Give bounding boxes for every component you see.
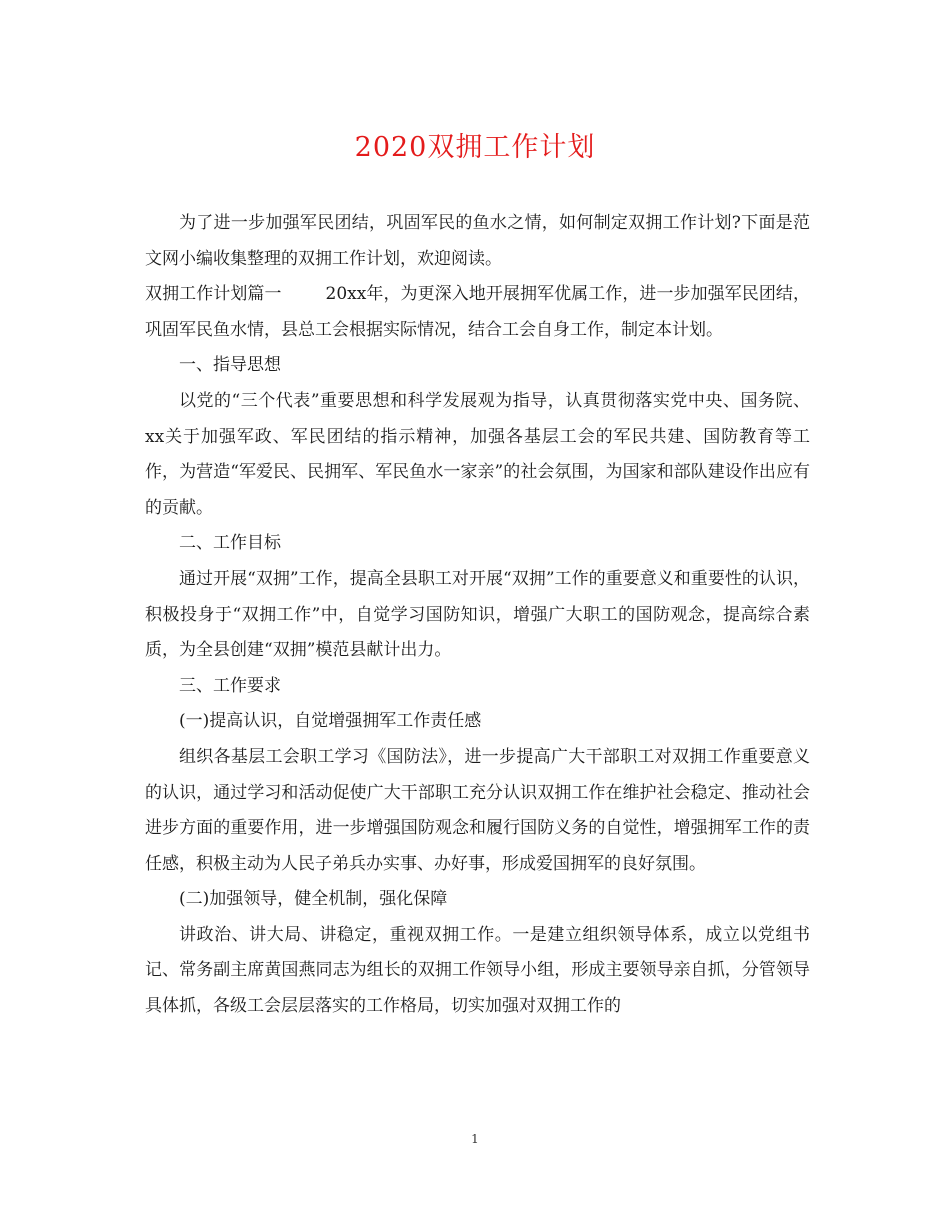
document-body xyxy=(145,206,810,1025)
subsection-heading-awareness: (一)提高认识，自觉增强拥军工作责任感 xyxy=(179,711,482,732)
section-heading-work-goals: 二、工作目标 xyxy=(179,533,281,554)
section-body-guiding-ideology: 以党的“三个代表”重要思想和科学发展观为指导，认真贯彻落实党中央、国务院、xx关于加强军政、军民团结的指示精神，加强各基层工会的军民共建、国防教育等工作，为营造“军爱民、民拥军、军民鱼水一家亲”的社会氛围，为国家和部队建设作出应有的贡献。 xyxy=(145,390,810,518)
subsection-body-awareness: 组织各基层工会职工学习《国防法》，进一步提高广大干部职工对双拥工作重要意义的认识，通过学习和活动促使广大干部职工充分认识双拥工作在维护社会稳定、推动社会进步方面的重要作用，进一步增强国防观念和履行国防义务的自觉性，增强拥军工作的责任感，积极主动为人民子弟兵办实事、办好事，形成爱国拥军的良好氛围。 xyxy=(145,746,810,874)
plan-label: 双拥工作计划篇一 xyxy=(145,284,282,305)
section-heading-guiding-ideology: 一、指导思想 xyxy=(179,355,281,376)
plan-intro-text: 20xx年，为更深入地开展拥军优属工作，进一步加强军民团结，巩固军民鱼水情，县总工会根据实际情况，结合工会自身工作，制定本计划。 xyxy=(145,284,810,340)
page-number: 1 xyxy=(471,1132,479,1146)
plan-intro-paragraph xyxy=(145,277,810,348)
document-title: 2020双拥工作计划 xyxy=(354,132,596,163)
subsection-body-leadership: 讲政治、讲大局、讲稳定，重视双拥工作。一是建立组织领导体系，成立以党组书记、常务副主席黄国燕同志为组长的双拥工作领导小组，形成主要领导亲自抓，分管领导具体抓，各级工会层层落实的工作格局，切实加强对双拥工作的 xyxy=(145,924,810,1017)
subsection-heading-leadership: (二)加强领导，健全机制，强化保障 xyxy=(179,889,448,910)
section-body-work-goals: 通过开展“双拥”工作，提高全县职工对开展“双拥”工作的重要意义和重要性的认识，积极投身于“双拥工作”中，自觉学习国防知识，增强广大职工的国防观念，提高综合素质，为全县创建“双拥”模范县献计出力。 xyxy=(145,568,810,661)
intro-paragraph: 为了进一步加强军民团结，巩固军民的鱼水之情，如何制定双拥工作计划?下面是范文网小编收集整理的双拥工作计划，欢迎阅读。 xyxy=(145,213,810,269)
section-heading-work-requirements: 三、工作要求 xyxy=(179,675,281,696)
